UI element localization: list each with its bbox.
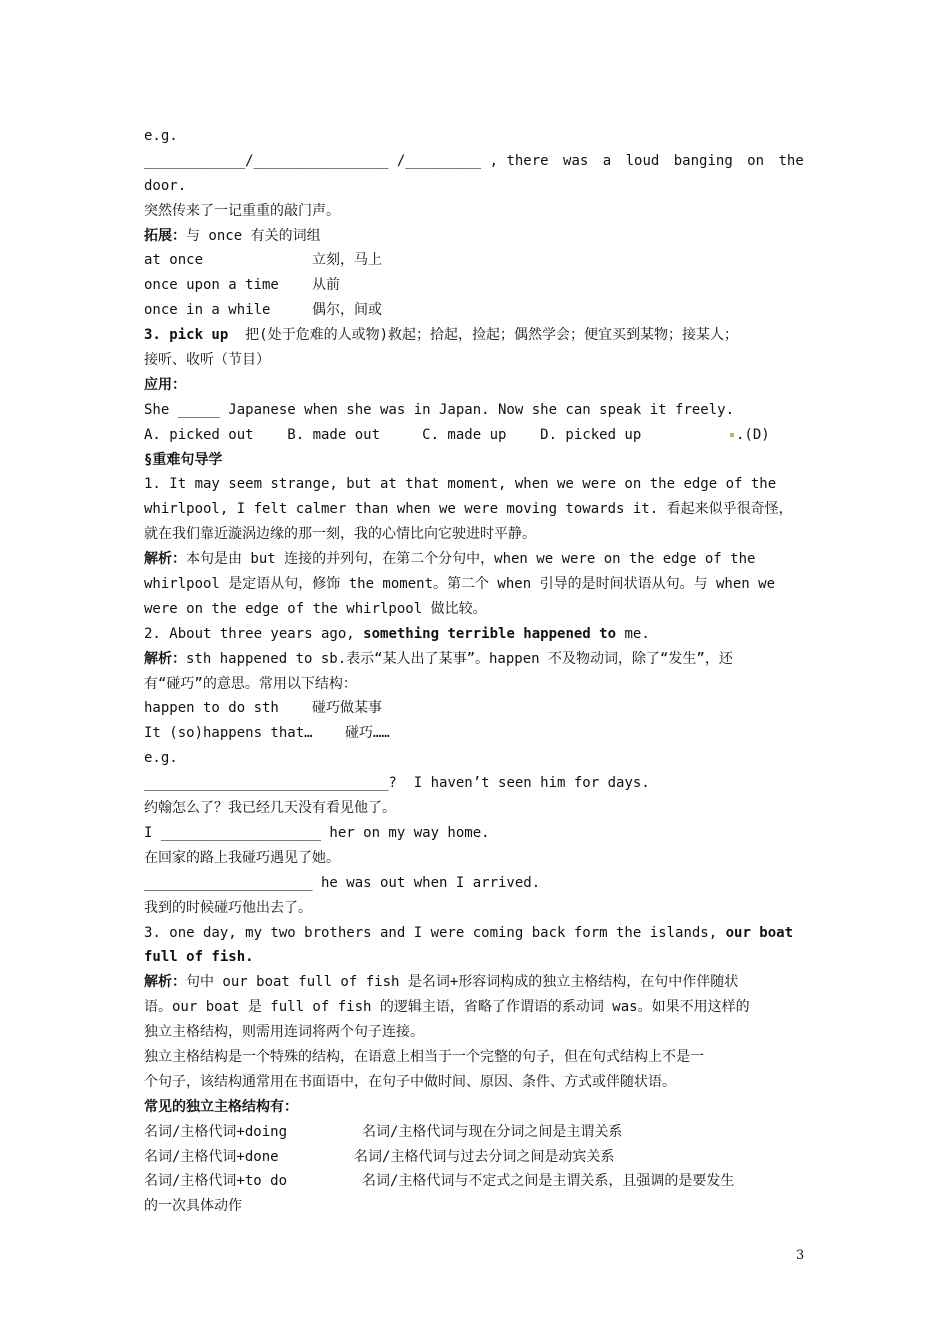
- exercise-line: _____________________________? I haven’t seen him for days.: [144, 775, 650, 792]
- answer-blank: _____________________________?: [144, 775, 397, 792]
- structure-row: happen to do sth 碰巧做某事: [144, 700, 382, 717]
- text-line: 1. It may seem strange, but at that moment, when we were on the edge of the: [144, 476, 777, 493]
- application-label: 应用：: [144, 376, 186, 393]
- analysis-line: 解析：本句是由 but 连接的并列句，在第二个分句中，when we were on the edge of the: [144, 551, 756, 568]
- answer-key: .(D): [730, 423, 770, 448]
- eg-label: e.g.: [144, 128, 178, 144]
- phrase-en: at once: [144, 252, 204, 269]
- absolute-row: 名词/主格代词+doing 名词/主格代词与现在分词之间是主谓关系: [144, 1123, 623, 1140]
- translation-line: 我到的时候碰巧他出去了。: [144, 899, 312, 916]
- structure-row: It (so)happens that… 碰巧……: [144, 725, 390, 742]
- translation-line: 就在我们靠近漩涡边缘的那一刻，我的心情比向它驶进时平静。: [144, 526, 536, 543]
- analysis-line: 解析：句中 our boat full of fish 是名词+形容词构成的独立主格结构，在句中作伴随状: [144, 974, 739, 991]
- text-line: 独立主格结构是一个特殊的结构，在语意上相当于一个完整的句子，但在句式结构上不是一: [144, 1048, 704, 1065]
- phrase-en: once in a while: [144, 302, 271, 319]
- page-number: 3: [796, 1248, 805, 1263]
- text-line: whirlpool, I felt calmer than when we were moving towards it. 看起来似乎很奇怪，: [144, 501, 793, 518]
- text-line: 的一次具体动作: [144, 1198, 242, 1215]
- sentence-line: 2. About three years ago, something terrible happened to me.: [144, 625, 650, 642]
- eg-label: e.g.: [144, 750, 178, 767]
- highlight-phrase: our boat: [725, 924, 794, 941]
- extension-text: 与 once 有关的词组: [186, 227, 321, 244]
- vocab-head: 3. pick up: [144, 327, 229, 344]
- marker-dot-icon: [730, 433, 734, 437]
- vocab-definition: 把(处于危难的人或物)救起；拾起，捡起；偶然学会；便宜买到某物；接某人；: [245, 327, 739, 344]
- vocab-heading-line: [144, 323, 809, 348]
- analysis-label: 解析：: [144, 551, 186, 568]
- text-line: 语。our boat 是 full of fish 的逻辑主语，省略了作谓语的系动词 was。如果不用这样的: [144, 999, 750, 1016]
- highlight-phrase: full of fish.: [144, 949, 254, 966]
- highlight-phrase: something terrible happened to: [363, 625, 617, 642]
- translation-line: 约翰怎么了？我已经几天没有看见他了。: [144, 800, 396, 817]
- absolute-row: 名词/主格代词+done 名词/主格代词与过去分词之间是动宾关系: [144, 1148, 615, 1165]
- text-line: were on the edge of the whirlpool 做比较。: [144, 600, 487, 617]
- subheading: 常见的独立主格结构有：: [144, 1098, 298, 1115]
- question-line: She _____ Japanese when she was in Japan. Now she can speak it freely.: [144, 401, 735, 418]
- options-line: [144, 423, 809, 448]
- phrase-row: [144, 273, 809, 298]
- text-line: 有“碰巧”的意思。常用以下结构：: [144, 675, 357, 692]
- phrase-row: [144, 248, 809, 273]
- analysis-label: 解析：: [144, 650, 186, 667]
- exercise-line: [144, 149, 809, 174]
- exercise-line: I ___________________ her on my way home.: [144, 824, 490, 841]
- section-heading: §重难句导学: [144, 451, 223, 468]
- analysis-label: 解析：: [144, 974, 186, 991]
- text-line: 接听、收听（节目）: [144, 352, 270, 369]
- document-body: [144, 124, 809, 1219]
- answer-blanks: ____________/________________ /_________ ,: [144, 152, 499, 169]
- absolute-row: 名词/主格代词+to do 名词/主格代词与不定式之间是主谓关系，且强调的是要发生: [144, 1173, 735, 1190]
- exercise-line: ____________________ he was out when I arrived.: [144, 874, 541, 891]
- phrase-zh: 从前: [312, 277, 340, 294]
- text-line: whirlpool 是定语从句，修饰 the moment。第二个 when 引导的是时间状语从句。与 when we: [144, 576, 776, 593]
- phrase-row: [144, 298, 809, 323]
- analysis-line: 解析：sth happened to sb.表示“某人出了某事”。happen 不及物动词，除了“发生”，还: [144, 650, 733, 667]
- text-line: 独立主格结构，则需用连词将两个句子连接。: [144, 1024, 424, 1041]
- sentence-text: there was a loud banging on the: [506, 152, 804, 169]
- section-label: 拓展：: [144, 227, 186, 244]
- text-line: door.: [144, 177, 187, 194]
- translation-line: 在回家的路上我碰巧遇见了她。: [144, 849, 340, 866]
- phrase-zh: 偶尔，间或: [312, 302, 382, 319]
- sentence-line: 3. one day, my two brothers and I were coming back form the islands, our boat: [144, 924, 794, 941]
- extension-line: [144, 224, 809, 249]
- translation-line: 突然传来了一记重重的敲门声。: [144, 202, 340, 219]
- phrase-zh: 立刻，马上: [312, 252, 382, 269]
- text-line: 个句子，该结构通常用在书面语中，在句子中做时间、原因、条件、方式或伴随状语。: [144, 1073, 676, 1090]
- phrase-en: once upon a time: [144, 277, 279, 294]
- answer-options: A. picked out B. made out C. made up D. picked up: [144, 426, 642, 443]
